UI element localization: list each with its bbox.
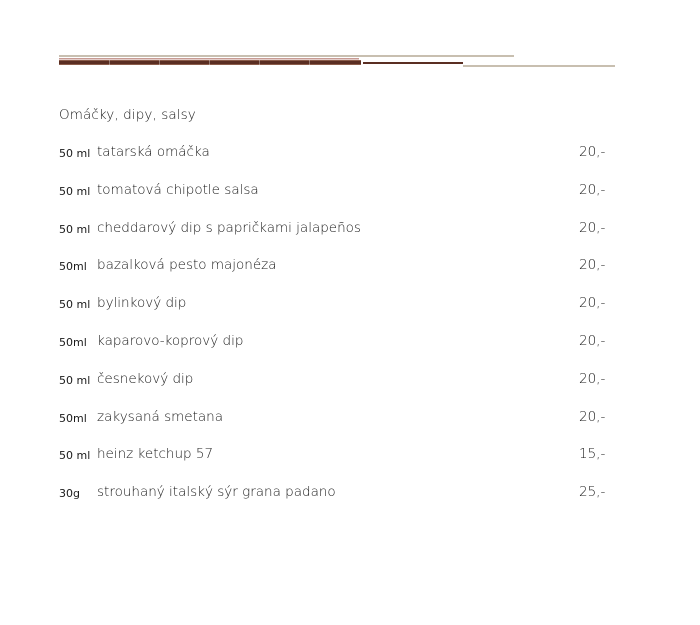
item-name: česnekový dip xyxy=(97,370,194,387)
item-price: 20,- xyxy=(579,181,606,198)
item-name: tatarská omáčka xyxy=(97,144,210,160)
decor-divider-1 xyxy=(109,60,110,65)
list-item xyxy=(59,295,619,333)
item-name: cheddarový dip s papričkami jalapeños xyxy=(97,219,361,236)
item-quantity: 50ml xyxy=(59,411,87,425)
list-item xyxy=(59,371,619,409)
menu-list xyxy=(59,144,619,522)
item-price: 20,- xyxy=(579,144,606,160)
decor-divider-3 xyxy=(209,60,210,65)
list-item xyxy=(59,257,619,295)
header-decorative-bar xyxy=(59,55,615,69)
item-price: 20,- xyxy=(579,295,606,312)
item-name: heinz ketchup 57 xyxy=(97,446,214,463)
section-title: Omáčky, dipy, salsy xyxy=(59,107,196,123)
item-quantity: 50 ml xyxy=(59,222,91,236)
list-item xyxy=(59,333,619,371)
decor-line-pink xyxy=(59,58,359,60)
item-price: 20,- xyxy=(579,408,606,425)
item-quantity: 50 ml xyxy=(59,449,91,463)
list-item xyxy=(59,182,619,220)
item-quantity: 50ml xyxy=(59,260,87,274)
decor-divider-2 xyxy=(159,60,160,65)
decor-line-bottom-beige xyxy=(463,65,615,67)
item-price: 20,- xyxy=(579,332,606,349)
list-item xyxy=(59,484,619,522)
item-price: 15,- xyxy=(579,446,606,463)
list-item xyxy=(59,144,619,182)
list-item xyxy=(59,409,619,447)
item-name: tomatová chipotle salsa xyxy=(97,181,259,198)
item-quantity: 50 ml xyxy=(59,184,91,198)
list-item xyxy=(59,220,619,258)
item-name: bylinkový dip xyxy=(97,295,187,312)
decor-divider-5 xyxy=(309,60,310,65)
list-item xyxy=(59,446,619,484)
item-price: 20,- xyxy=(579,370,606,387)
decor-divider-4 xyxy=(259,60,260,65)
item-quantity: 50ml xyxy=(59,335,87,349)
item-price: 25,- xyxy=(579,484,606,501)
item-name: strouhaný italský sýr grana padano xyxy=(97,484,336,501)
item-quantity: 50 ml xyxy=(59,373,91,387)
item-name: bazalková pesto majonéza xyxy=(97,257,277,274)
item-quantity: 50 ml xyxy=(59,298,91,312)
item-name: zakysaná smetana xyxy=(97,408,223,425)
item-price: 20,- xyxy=(579,219,606,236)
item-name: kaparovo-koprový dip xyxy=(97,332,244,349)
item-price: 20,- xyxy=(579,257,606,274)
decor-line-dark-short xyxy=(363,62,463,64)
decor-line-top-beige xyxy=(59,55,514,57)
item-quantity: 50 ml xyxy=(59,147,91,160)
item-quantity: 30g xyxy=(59,487,80,501)
